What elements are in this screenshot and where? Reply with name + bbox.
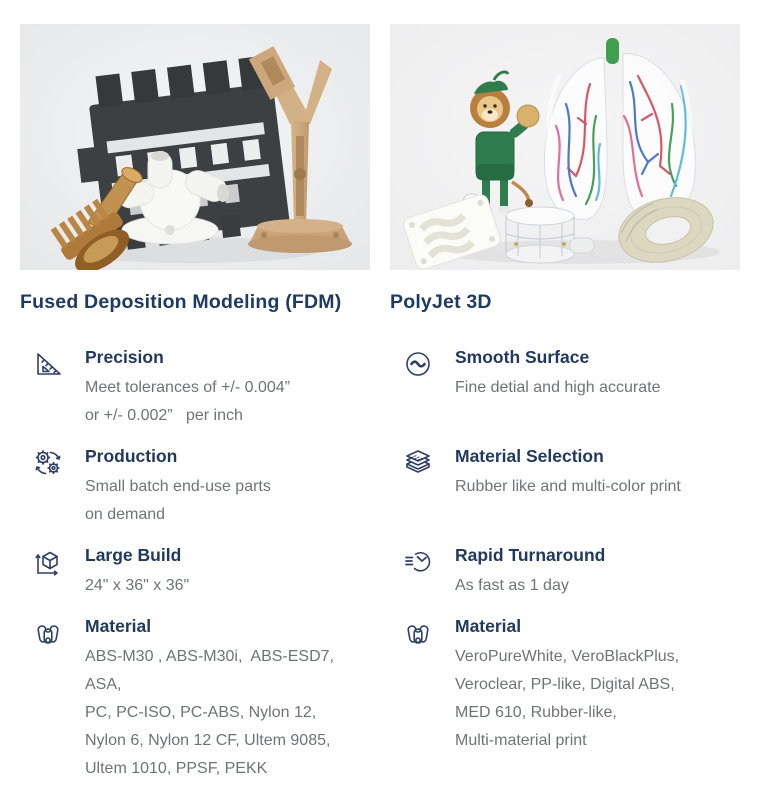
feature-title: Material bbox=[85, 616, 152, 636]
feature-material-polyjet bbox=[390, 614, 740, 790]
feature-desc-line: MED 610, Rubber-like, bbox=[455, 704, 617, 721]
feature-smooth-surface bbox=[390, 345, 740, 444]
feature-desc-line: Small batch end-use parts bbox=[85, 478, 271, 495]
polyjet-heading: PolyJet 3D bbox=[390, 291, 492, 313]
feature-material-fdm bbox=[20, 614, 370, 790]
feature-desc-line: VeroPureWhite, VeroBlackPlus, bbox=[455, 648, 680, 665]
smooth-wave-icon bbox=[403, 349, 433, 379]
polyjet-parts-photo bbox=[390, 24, 740, 270]
feature-material-selection bbox=[390, 444, 740, 543]
fdm-parts-illustration bbox=[20, 24, 370, 270]
feature-desc-line: Multi-material print bbox=[455, 732, 587, 749]
feature-desc-line: Ultem 1010, PPSF, PEKK bbox=[85, 760, 268, 777]
feature-title: Material bbox=[455, 616, 522, 636]
feature-title: Rapid Turnaround bbox=[455, 545, 606, 565]
polyjet-parts-illustration bbox=[390, 24, 740, 270]
feature-title: Material Selection bbox=[455, 446, 604, 466]
feature-title: Smooth Surface bbox=[455, 347, 590, 367]
feature-desc-line: on demand bbox=[85, 506, 166, 523]
feature-desc-line: As fast as 1 day bbox=[455, 577, 569, 594]
feature-desc-line: Nylon 6, Nylon 12 CF, Ultem 9085, bbox=[85, 732, 331, 749]
feature-title: Large Build bbox=[85, 545, 182, 565]
feature-title: Precision bbox=[85, 347, 164, 367]
gears-cycle-icon bbox=[33, 448, 63, 478]
feature-desc-line: or +/- 0.002” per inch bbox=[85, 407, 243, 424]
build-volume-cube-icon bbox=[33, 547, 63, 577]
material-spools-icon bbox=[33, 618, 63, 648]
feature-large-build bbox=[20, 543, 370, 614]
feature-precision bbox=[20, 345, 370, 444]
fdm-title-cell bbox=[20, 270, 370, 345]
rapid-clock-icon bbox=[403, 547, 433, 577]
feature-desc-line: 24" x 36" x 36" bbox=[85, 577, 190, 594]
fdm-heading: Fused Deposition Modeling (FDM) bbox=[20, 291, 342, 313]
feature-production bbox=[20, 444, 370, 543]
fdm-parts-photo bbox=[20, 24, 370, 270]
feature-desc-line: ABS-M30 , ABS-M30i, ABS-ESD7, ASA, bbox=[85, 648, 338, 693]
polyjet-title-cell bbox=[390, 270, 740, 345]
feature-desc-line: Veroclear, PP-like, Digital ABS, bbox=[455, 676, 675, 693]
feature-rapid-turnaround bbox=[390, 543, 740, 614]
feature-desc-line: PC, PC-ISO, PC-ABS, Nylon 12, bbox=[85, 704, 317, 721]
feature-desc-line: Meet tolerances of +/- 0.004” bbox=[85, 379, 290, 396]
material-spools-icon bbox=[403, 618, 433, 648]
feature-desc-line: Fine detial and high accurate bbox=[455, 379, 661, 396]
layered-sheets-icon bbox=[403, 448, 433, 478]
feature-desc-line: Rubber like and multi-color print bbox=[455, 478, 681, 495]
feature-title: Production bbox=[85, 446, 178, 466]
set-square-icon bbox=[33, 349, 63, 379]
